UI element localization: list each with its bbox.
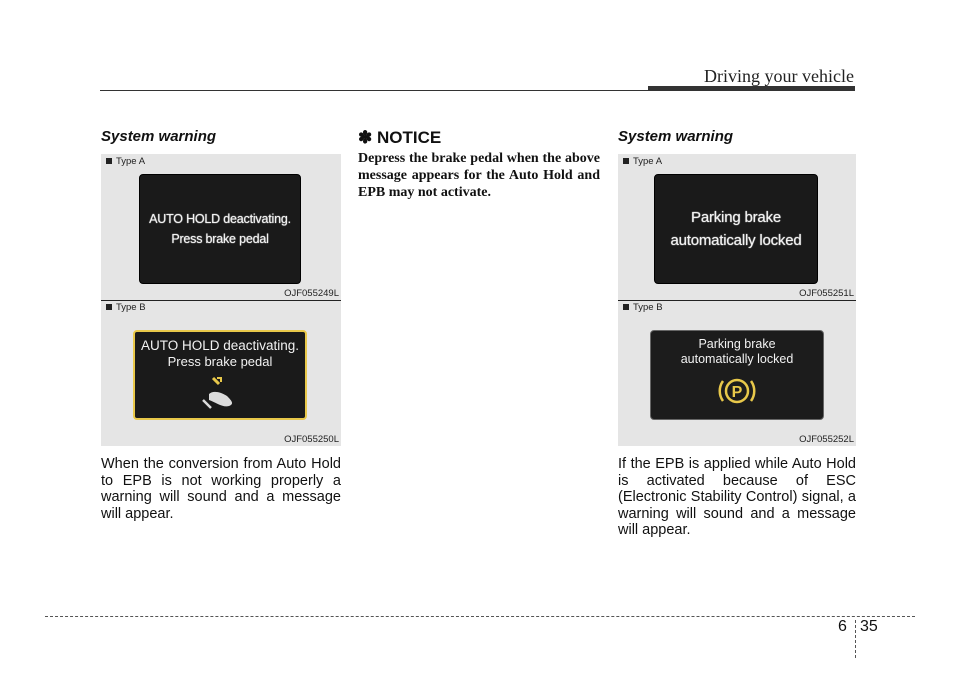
brake-pedal-icon	[199, 374, 241, 412]
notice-heading: ✽ NOTICE	[358, 128, 442, 147]
screen-line: automatically locked	[680, 352, 794, 366]
page-number: 35	[860, 618, 878, 635]
right-type-a-label: Type A	[623, 156, 662, 167]
left-type-a-screen	[139, 174, 301, 284]
panel-divider	[618, 300, 856, 301]
notice-body: Depress the brake pedal when the above message appears for the Auto Hold and EPB may not activate.	[358, 151, 600, 200]
bullet-square-icon	[106, 304, 112, 310]
left-body-text: When the conversion from Auto Hold to EPB is not working properly a warning will sound and a message will appear.	[101, 456, 341, 522]
panel-divider	[101, 300, 341, 301]
screen-line: Press brake pedal	[171, 232, 269, 246]
right-figure-panel	[618, 154, 856, 446]
page-separator	[855, 620, 856, 658]
footer-rule	[45, 616, 915, 617]
parking-brake-icon	[717, 373, 757, 409]
left-section-heading: System warning	[101, 128, 217, 145]
screen-line: Parking brake	[691, 209, 781, 226]
right-body-text: If the EPB is applied while Auto Hold is activated because of ESC (Electronic Stability Control) signal, a warning will sound and a message will appear.	[618, 456, 856, 538]
right-type-b-screen	[650, 330, 824, 420]
left-type-b-screen	[133, 330, 307, 420]
right-type-a-screen	[654, 174, 818, 284]
chapter-title: Driving your vehicle	[704, 66, 854, 86]
header-bar	[648, 86, 855, 91]
figure-code: OJF055249L	[284, 288, 339, 299]
figure-code: OJF055251L	[799, 288, 854, 299]
screen-line: AUTO HOLD deactivating.	[140, 338, 300, 353]
screen-line: AUTO HOLD deactivating.	[149, 212, 291, 226]
left-type-a-label: Type A	[106, 156, 145, 167]
parking-brake-letter: P	[731, 384, 743, 401]
right-type-b-label: Type B	[623, 302, 663, 313]
bullet-square-icon	[623, 158, 629, 164]
figure-code: OJF055250L	[284, 434, 339, 445]
screen-line: Press brake pedal	[167, 354, 273, 369]
left-figure-panel	[101, 154, 341, 446]
left-type-b-label: Type B	[106, 302, 146, 313]
chapter-number: 6	[838, 618, 847, 635]
screen-line: automatically locked	[670, 232, 802, 249]
figure-code: OJF055252L	[799, 434, 854, 445]
bullet-square-icon	[106, 158, 112, 164]
header-rule	[100, 90, 648, 91]
bullet-square-icon	[623, 304, 629, 310]
right-section-heading: System warning	[618, 128, 734, 145]
screen-line: Parking brake	[698, 337, 776, 351]
